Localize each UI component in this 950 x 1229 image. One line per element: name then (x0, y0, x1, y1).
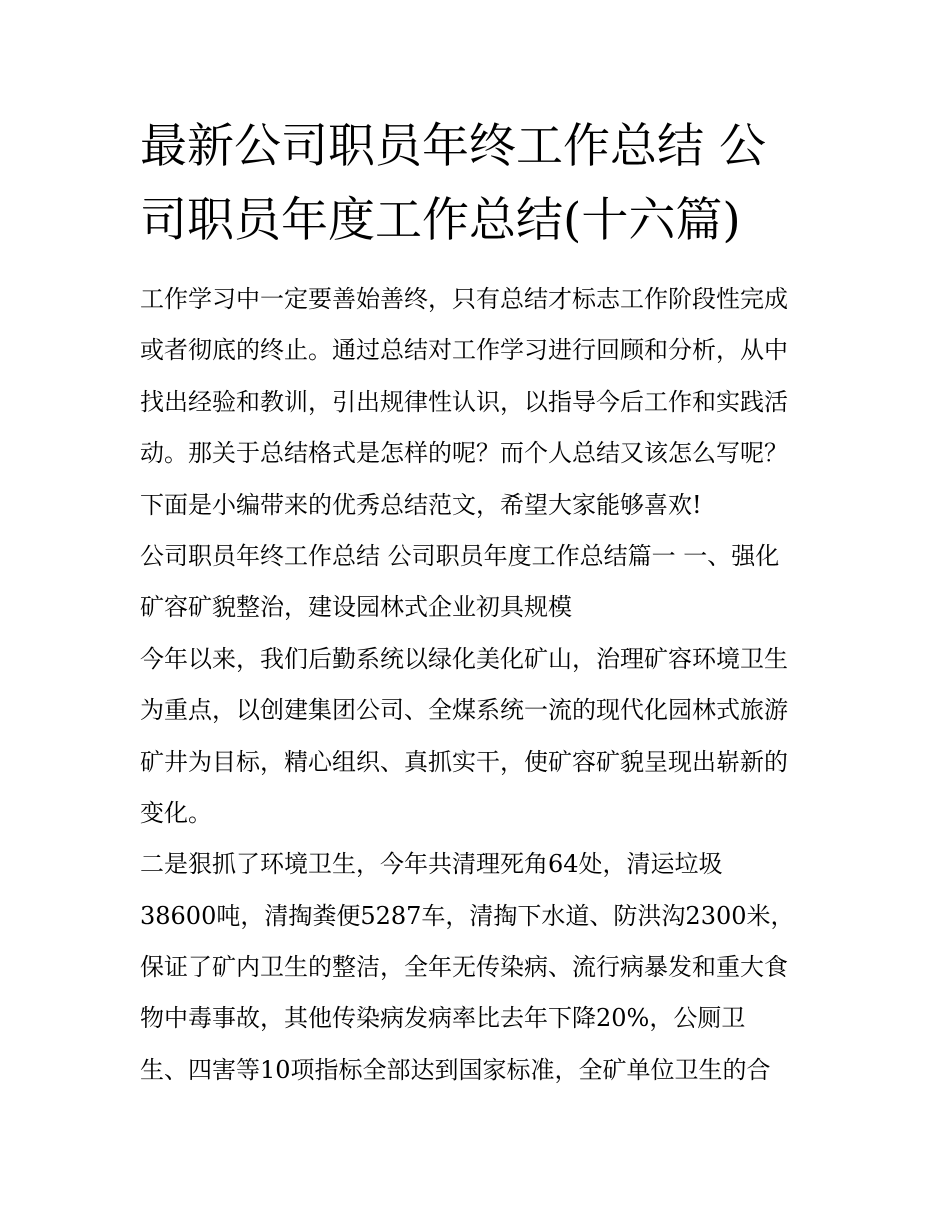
body-line: 动。那关于总结格式是怎样的呢？而个人总结又该怎么写呢？ (140, 439, 788, 468)
body-line: 变化。 (140, 798, 212, 827)
title-line: 司职员年度工作总结(十六篇) (140, 193, 741, 248)
body-line: 矿井为目标，精心组织、真抓实干，使矿容矿貌呈现出崭新的 (140, 747, 788, 776)
body-line: 工作学习中一定要善始善终，只有总结才标志工作阶段性完成 (140, 285, 788, 313)
section-heading-line: 公司职员年终工作总结 公司职员年度工作总结篇一 一、强化 (140, 541, 780, 570)
body-line: 物中毒事故，其他传染病发病率比去年下降20%，公厕卫 (140, 1004, 746, 1033)
body-line: 保证了矿内卫生的整洁，全年无传染病、流行病暴发和重大食 (140, 953, 788, 982)
body-line: 生、四害等10项指标全部达到国家标准，全矿单位卫生的合 (140, 1055, 771, 1084)
body-line: 今年以来，我们后勤系统以绿化美化矿山，治理矿容环境卫生 (140, 644, 788, 673)
document-body (140, 274, 820, 1096)
section-heading-line: 矿容矿貌整治，建设园林式企业初具规模 (140, 593, 572, 622)
document-title (140, 110, 820, 258)
body-line: 找出经验和教训，引出规律性认识，以指导今后工作和实践活 (140, 387, 788, 416)
body-line: 为重点，以创建集团公司、全煤系统一流的现代化园林式旅游 (140, 696, 788, 725)
body-line: 或者彻底的终止。通过总结对工作学习进行回顾和分析，从中 (140, 336, 788, 365)
title-line: 最新公司职员年终工作总结 公 (140, 119, 766, 174)
body-line: 下面是小编带来的优秀总结范文，希望大家能够喜欢! (140, 490, 702, 519)
body-line: 38600吨，清掏粪便5287车，清掏下水道、防洪沟2300米， (140, 901, 795, 930)
body-line: 二是狠抓了环境卫生，今年共清理死角64处，清运垃圾 (140, 850, 723, 879)
